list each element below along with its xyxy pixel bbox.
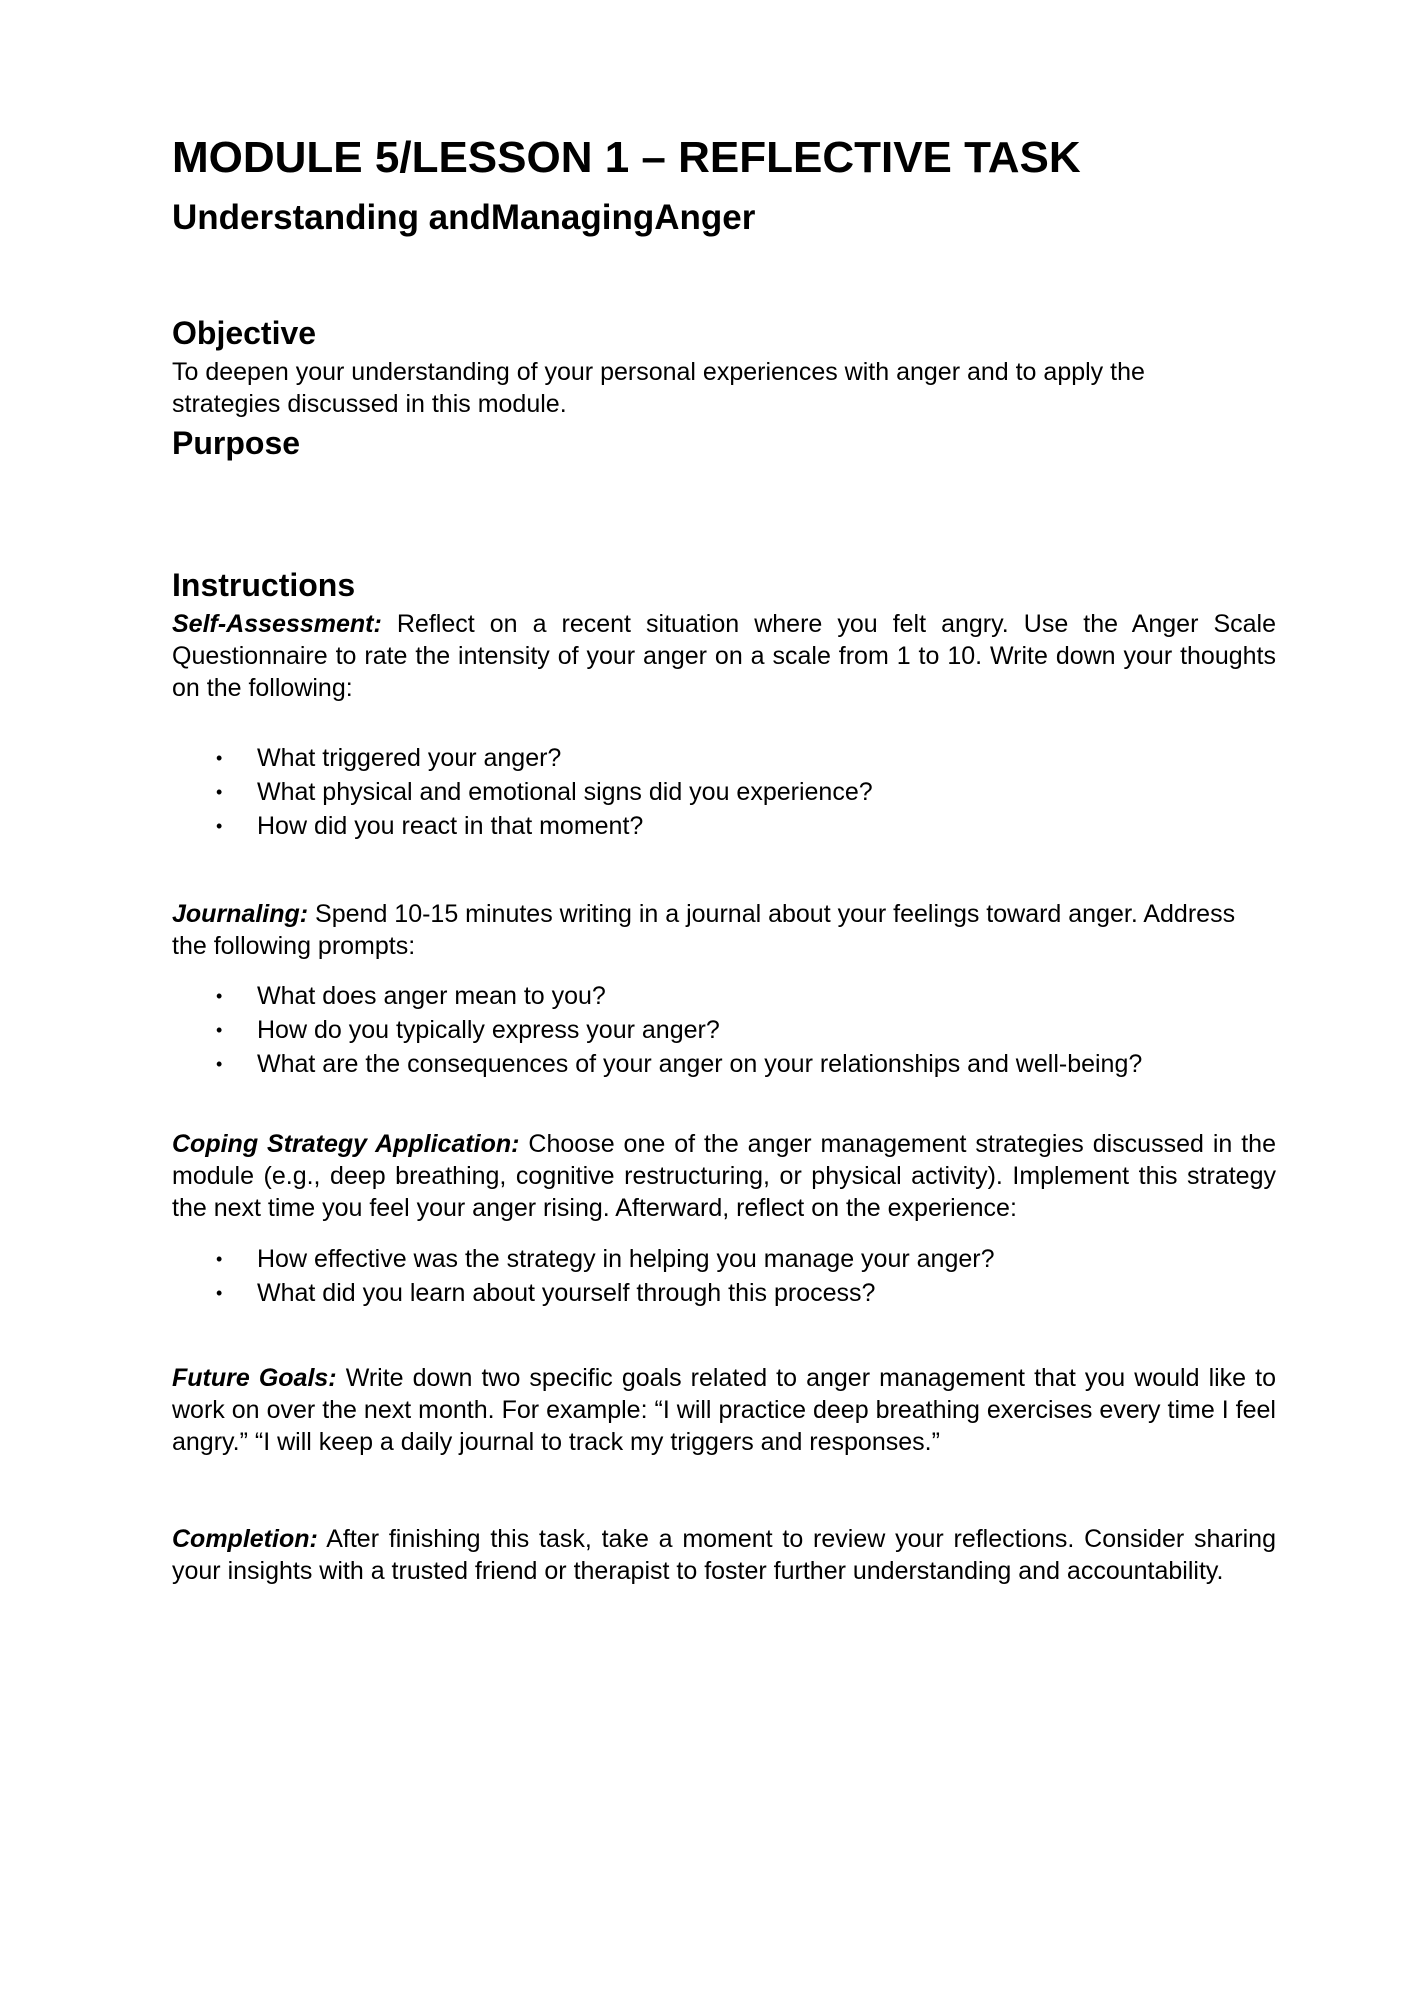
completion-label: Completion: bbox=[172, 1525, 318, 1553]
bullet-item bbox=[172, 1276, 1276, 1310]
bullet-icon: • bbox=[216, 1054, 223, 1074]
coping-strategy-label: Coping Strategy Application: bbox=[172, 1130, 520, 1158]
bullet-text: How effective was the strategy in helping you manage your anger? bbox=[257, 1245, 995, 1273]
journaling-bullets bbox=[172, 979, 1276, 1081]
instructions-heading: Instructions bbox=[172, 567, 356, 603]
bullet-text: What physical and emotional signs did you experience? bbox=[257, 778, 873, 806]
bullet-icon: • bbox=[216, 1020, 223, 1040]
bullet-item bbox=[172, 1242, 1276, 1276]
future-goals-text: Write down two specific goals related to anger management that you would like to work on over the next month. For example: “I will practice deep breathing exercises every time I feel angry.” “I will keep a daily journal to track my triggers and responses.” bbox=[172, 1364, 1276, 1456]
document-subtitle: Understanding andManagingAnger bbox=[172, 198, 756, 237]
coping-strategy-bullets bbox=[172, 1242, 1276, 1310]
bullet-text: How did you react in that moment? bbox=[257, 812, 644, 840]
self-assessment-paragraph bbox=[172, 608, 1276, 704]
objective-text: To deepen your understanding of your personal experiences with anger and to apply the strategies discussed in this module. bbox=[172, 358, 1145, 418]
purpose-heading: Purpose bbox=[172, 425, 301, 461]
bullet-icon: • bbox=[216, 1283, 223, 1303]
bullet-item bbox=[172, 1047, 1276, 1081]
document-title: MODULE 5/LESSON 1 – REFLECTIVE TASK bbox=[172, 133, 1081, 182]
bullet-icon: • bbox=[216, 782, 223, 802]
bullet-item bbox=[172, 1013, 1276, 1047]
coping-strategy-paragraph bbox=[172, 1128, 1276, 1224]
completion-text: After finishing this task, take a moment to review your reflections. Consider sharing your insights with a trusted friend or therapist to foster further understanding and accountability. bbox=[172, 1525, 1276, 1585]
bullet-item bbox=[172, 979, 1276, 1013]
future-goals-label: Future Goals: bbox=[172, 1364, 337, 1392]
journaling-text: Spend 10-15 minutes writing in a journal about your feelings toward anger. Address the following prompts: bbox=[172, 900, 1236, 960]
bullet-text: What triggered your anger? bbox=[257, 744, 562, 772]
bullet-text: What are the consequences of your anger on your relationships and well-being? bbox=[257, 1050, 1143, 1078]
journaling-paragraph bbox=[172, 898, 1252, 962]
bullet-icon: • bbox=[216, 1249, 223, 1269]
journaling-label: Journaling: bbox=[172, 900, 309, 928]
bullet-text: How do you typically express your anger? bbox=[257, 1016, 720, 1044]
bullet-text: What does anger mean to you? bbox=[257, 982, 606, 1010]
bullet-item bbox=[172, 741, 1276, 775]
bullet-item bbox=[172, 809, 1276, 843]
completion-paragraph bbox=[172, 1523, 1276, 1587]
bullet-icon: • bbox=[216, 816, 223, 836]
self-assessment-bullets bbox=[172, 741, 1276, 843]
bullet-icon: • bbox=[216, 986, 223, 1006]
objective-heading: Objective bbox=[172, 315, 317, 351]
future-goals-paragraph bbox=[172, 1362, 1276, 1458]
self-assessment-label: Self-Assessment: bbox=[172, 610, 382, 638]
coping-strategy-text: Choose one of the anger management strategies discussed in the module (e.g., deep breathing, cognitive restructuring, or physical activity). Implement this strategy the next time you feel your anger rising. Afterward, reflect on the experience: bbox=[172, 1130, 1276, 1222]
self-assessment-text: Reflect on a recent situation where you felt angry. Use the Anger Scale Questionnaire to rate the intensity of your anger on a scale from 1 to 10. Write down your thoughts on the following: bbox=[172, 610, 1276, 702]
bullet-icon: • bbox=[216, 748, 223, 768]
bullet-text: What did you learn about yourself through this process? bbox=[257, 1279, 876, 1307]
bullet-item bbox=[172, 775, 1276, 809]
